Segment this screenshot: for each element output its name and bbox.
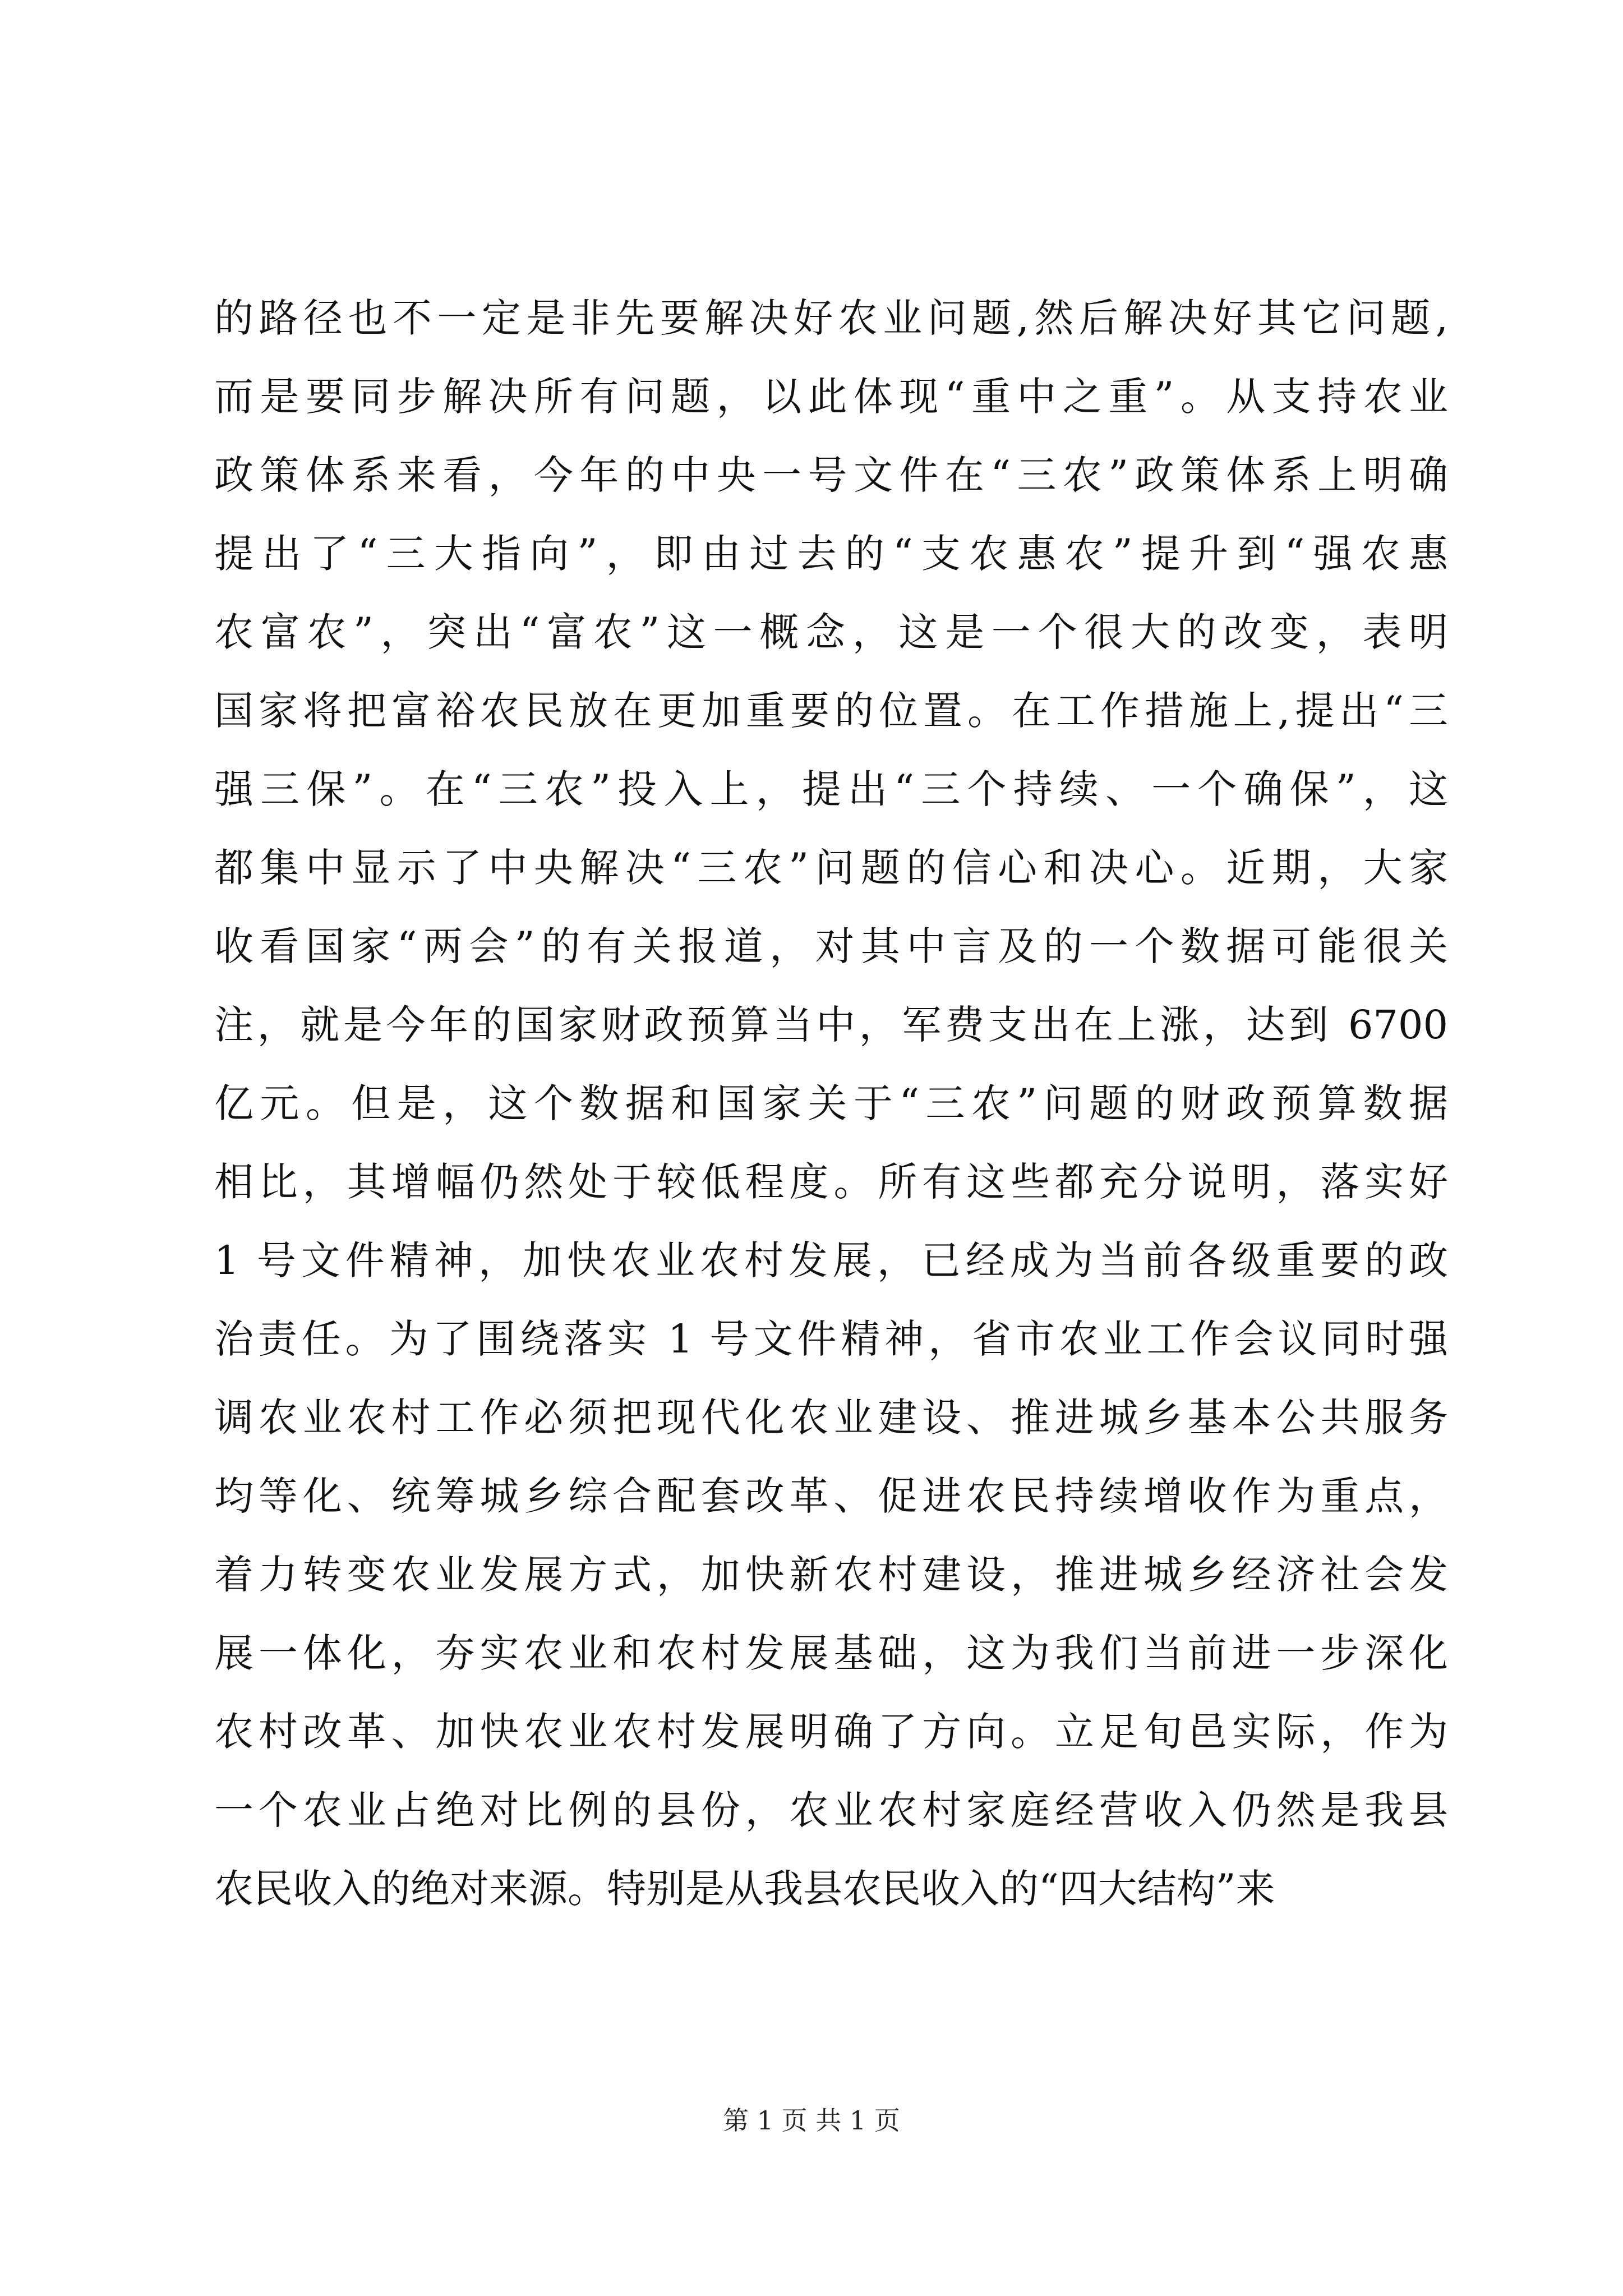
text-line: 收看国家“两会”的有关报道，对其中言及的一个数据可能很关	[214, 923, 1448, 969]
page-footer: 第 1 页 共 1 页	[723, 2105, 900, 2136]
text-line: 相比，其增幅仍然处于较低程度。所有这些都充分说明，落实好	[214, 1159, 1448, 1205]
text-line: 而是要同步解决所有问题，以此体现“重中之重”。从支持农业	[214, 374, 1448, 420]
text-line: 都集中显示了中央解决“三农”问题的信心和决心。近期，大家	[214, 845, 1448, 891]
text-line: 均等化、统筹城乡综合配套改革、促进农民持续增收作为重点，	[214, 1473, 1448, 1519]
text-line: 强三保”。在“三农”投入上，提出“三个持续、一个确保”，这	[214, 766, 1448, 812]
text-line: 农民收入的绝对来源。特别是从我县农民收入的“四大结构”来	[214, 1866, 1275, 1912]
text-line: 农富农”，突出“富农”这一概念，这是一个很大的改变，表明	[214, 609, 1448, 655]
text-line: 一个农业占绝对比例的县份，农业农村家庭经营收入仍然是我县	[214, 1787, 1448, 1833]
text-line: 的路径也不一定是非先要解决好农业问题,然后解决好其它问题,	[214, 295, 1448, 341]
text-line: 农村改革、加快农业农村发展明确了方向。立足旬邑实际，作为	[214, 1709, 1448, 1755]
text-line: 治责任。为了围绕落实 1 号文件精神，省市农业工作会议同时强	[214, 1316, 1448, 1362]
text-line: 着力转变农业发展方式，加快新农村建设，推进城乡经济社会发	[214, 1552, 1448, 1598]
text-line: 1 号文件精神，加快农业农村发展，已经成为当前各级重要的政	[214, 1237, 1448, 1283]
text-line: 国家将把富裕农民放在更加重要的位置。在工作措施上,提出“三	[214, 688, 1448, 734]
text-line: 提出了“三大指向”，即由过去的“支农惠农”提升到“强农惠	[214, 531, 1448, 577]
text-line: 注，就是今年的国家财政预算当中，军费支出在上涨，达到 6700	[214, 1002, 1448, 1048]
text-line: 调农业农村工作必须把现代化农业建设、推进城乡基本公共服务	[214, 1395, 1448, 1441]
text-line: 亿元。但是，这个数据和国家关于“三农”问题的财政预算数据	[214, 1080, 1448, 1126]
text-line: 政策体系来看，今年的中央一号文件在“三农”政策体系上明确	[214, 452, 1448, 498]
text-line: 展一体化，夯实农业和农村发展基础，这为我们当前进一步深化	[214, 1630, 1448, 1676]
